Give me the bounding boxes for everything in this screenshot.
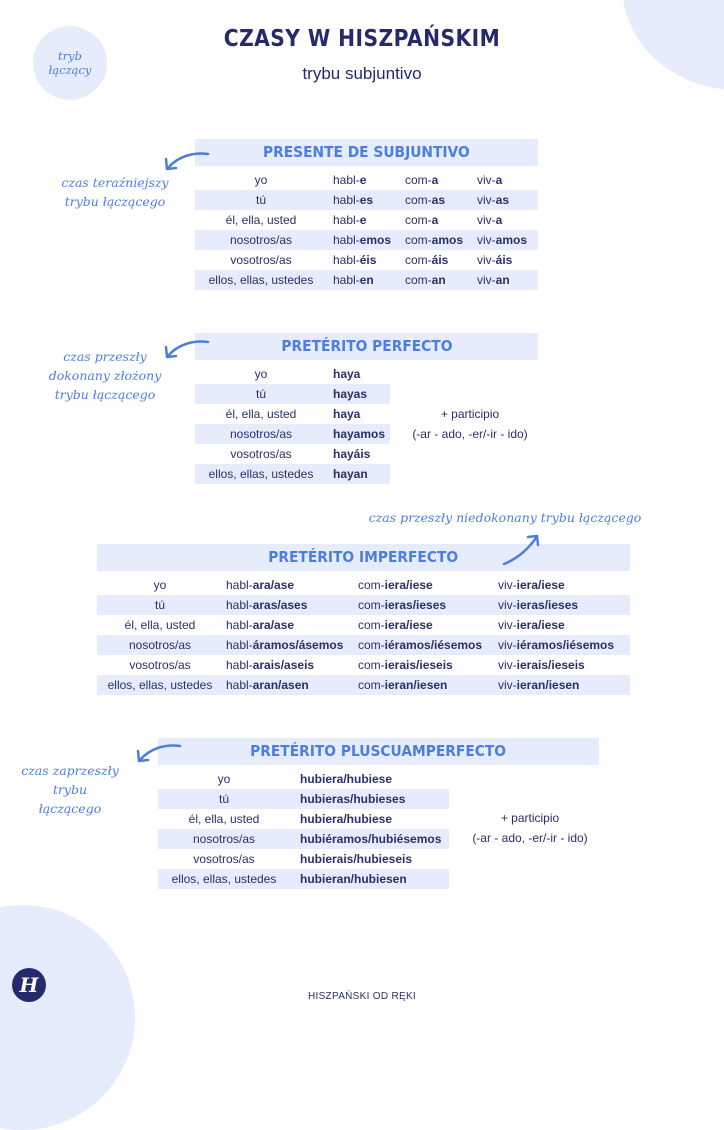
pronoun-cell: vosotros/as <box>230 447 292 461</box>
verb-form-cell: com-amos <box>405 233 464 247</box>
conjugation-row <box>97 615 630 635</box>
verb-form-cell: viv-amos <box>477 233 528 247</box>
conjugation-row <box>195 444 390 464</box>
verb-form-cell: com-ieran/iesen <box>358 678 448 692</box>
conjugation-row <box>97 575 630 595</box>
pronoun-cell: tú <box>255 193 266 207</box>
verb-form-cell: hubierais/hubieseis <box>300 852 413 866</box>
pronoun-cell: ellos, ellas, ustedes <box>208 273 314 287</box>
tense-note: czas zaprzeszły trybu łączącego <box>21 763 119 816</box>
tense-note: czas przeszły niedokonany trybu łączącego <box>368 510 642 525</box>
pronoun-cell: vosotros/as <box>129 658 191 672</box>
tense-note: czas przeszły dokonany złożony trybu łączącego <box>48 349 162 402</box>
verb-form-cell: hayas <box>333 387 368 401</box>
pronoun-cell: él, ella, usted <box>225 213 297 227</box>
verb-form-cell: habl-arais/aseis <box>226 658 315 672</box>
conjugation-row <box>97 655 630 675</box>
verb-form-cell: habl-ara/ase <box>226 578 295 592</box>
verb-form-cell: habl-emos <box>333 233 392 247</box>
conjugation-row <box>158 789 449 809</box>
verb-form-cell: haya <box>333 367 361 381</box>
page-subtitle: trybu subjuntivo <box>302 64 422 83</box>
conjugation-row <box>195 190 538 210</box>
conjugation-row <box>195 404 390 424</box>
verb-form-cell: com-a <box>405 173 439 187</box>
footer-brand: HISZPAŃSKI OD RĘKI <box>307 991 416 1002</box>
conjugation-row <box>195 464 390 484</box>
verb-form-cell: com-as <box>405 193 446 207</box>
tense-note: czas teraźniejszy trybu łączącego <box>61 175 169 209</box>
pronoun-cell: nosotros/as <box>229 233 293 247</box>
verb-form-cell: com-an <box>405 273 446 287</box>
section-title: PRETÉRITO PERFECTO <box>195 333 538 360</box>
conjugation-row <box>97 595 630 615</box>
verb-form-cell: habl-e <box>333 213 367 227</box>
conjugation-row <box>158 849 449 869</box>
verb-form-cell: habl-es <box>333 193 374 207</box>
verb-form-cell: viv-áis <box>477 253 513 267</box>
conjugation-row <box>195 384 390 404</box>
verb-form-cell: hayamos <box>333 427 386 441</box>
verb-form-cell: viv-a <box>477 213 503 227</box>
verb-form-cell: haya <box>333 407 361 421</box>
verb-form-cell: viv-ieras/ieses <box>498 598 579 612</box>
badge-line-2: łączący <box>48 63 92 77</box>
verb-form-cell: hubieran/hubiesen <box>300 872 407 886</box>
verb-form-cell: hayan <box>333 467 368 481</box>
pronoun-cell: yo <box>153 578 167 592</box>
verb-form-cell: com-iera/iese <box>358 578 433 592</box>
verb-form-cell: com-ieras/ieses <box>358 598 447 612</box>
pronoun-cell: nosotros/as <box>229 427 293 441</box>
verb-form-cell: viv-a <box>477 173 503 187</box>
arrow-icon <box>160 336 212 366</box>
pronoun-cell: vosotros/as <box>230 253 292 267</box>
conjugation-row <box>158 869 449 889</box>
conjugation-row <box>195 250 538 270</box>
pronoun-cell: tú <box>154 598 165 612</box>
verb-form-cell: habl-e <box>333 173 367 187</box>
page-title: CZASY W HISZPAŃSKIM <box>223 26 501 52</box>
verb-form-cell: hayáis <box>333 447 371 461</box>
arrow-icon <box>160 148 212 178</box>
verb-form-cell: hubiera/hubiese <box>300 812 393 826</box>
brand-logo: H <box>12 968 46 1002</box>
conjugation-row <box>97 635 630 655</box>
pronoun-cell: él, ella, usted <box>225 407 297 421</box>
conjugation-row <box>158 829 449 849</box>
pronoun-cell: ellos, ellas, ustedes <box>171 872 277 886</box>
verb-form-cell: viv-iéramos/iésemos <box>498 638 615 652</box>
pronoun-cell: él, ella, usted <box>124 618 196 632</box>
pronoun-cell: ellos, ellas, ustedes <box>107 678 213 692</box>
badge-line-1: tryb <box>58 48 82 63</box>
verb-form-cell: viv-iera/iese <box>498 578 565 592</box>
section-title: PRETÉRITO PLUSCUAMPERFECTO <box>158 738 599 765</box>
conjugation-row <box>158 809 449 829</box>
verb-form-cell: viv-ierais/ieseis <box>498 658 585 672</box>
section-title: PRESENTE DE SUBJUNTIVO <box>195 139 538 166</box>
pronoun-cell: tú <box>255 387 266 401</box>
verb-form-cell: hubieras/hubieses <box>300 792 406 806</box>
arrow-icon <box>132 740 184 770</box>
pronoun-cell: yo <box>217 772 231 786</box>
verb-form-cell: hubiéramos/hubiésemos <box>300 832 442 846</box>
conjugation-row <box>195 210 538 230</box>
verb-form-cell: viv-iera/iese <box>498 618 565 632</box>
background-blob-bottom-left <box>0 905 135 1130</box>
verb-form-cell: habl-éis <box>333 253 377 267</box>
pronoun-cell: yo <box>254 367 268 381</box>
verb-form-cell: habl-aran/asen <box>226 678 309 692</box>
conjugation-row <box>195 270 538 290</box>
participio-note: + participio (-ar - ado, -er/-ir - ido) <box>472 811 588 845</box>
pronoun-cell: nosotros/as <box>128 638 192 652</box>
section-title: PRETÉRITO IMPERFECTO <box>97 544 630 571</box>
verb-form-cell: habl-en <box>333 273 374 287</box>
conjugation-row <box>195 230 538 250</box>
verb-form-cell: com-iera/iese <box>358 618 433 632</box>
verb-form-cell: hubiera/hubiese <box>300 772 393 786</box>
pronoun-cell: tú <box>218 792 229 806</box>
conjugation-row <box>97 675 630 695</box>
verb-form-cell: viv-as <box>477 193 510 207</box>
conjugation-row <box>195 364 390 384</box>
verb-form-cell: habl-áramos/ásemos <box>226 638 344 652</box>
pronoun-cell: yo <box>254 173 268 187</box>
participio-note: + participio (-ar - ado, -er/-ir - ido) <box>412 407 528 441</box>
pronoun-cell: nosotros/as <box>192 832 256 846</box>
conjugation-row <box>195 424 390 444</box>
verb-form-cell: com-ierais/ieseis <box>358 658 453 672</box>
verb-form-cell: com-a <box>405 213 439 227</box>
conjugation-row <box>195 170 538 190</box>
verb-form-cell: viv-ieran/iesen <box>498 678 580 692</box>
verb-form-cell: com-áis <box>405 253 449 267</box>
verb-form-cell: habl-ara/ase <box>226 618 295 632</box>
verb-form-cell: com-iéramos/iésemos <box>358 638 483 652</box>
arrow-icon <box>500 530 544 568</box>
conjugation-row <box>158 769 449 789</box>
verb-form-cell: habl-aras/ases <box>226 598 308 612</box>
pronoun-cell: ellos, ellas, ustedes <box>208 467 314 481</box>
pronoun-cell: vosotros/as <box>193 852 255 866</box>
pronoun-cell: él, ella, usted <box>188 812 260 826</box>
verb-form-cell: viv-an <box>477 273 510 287</box>
